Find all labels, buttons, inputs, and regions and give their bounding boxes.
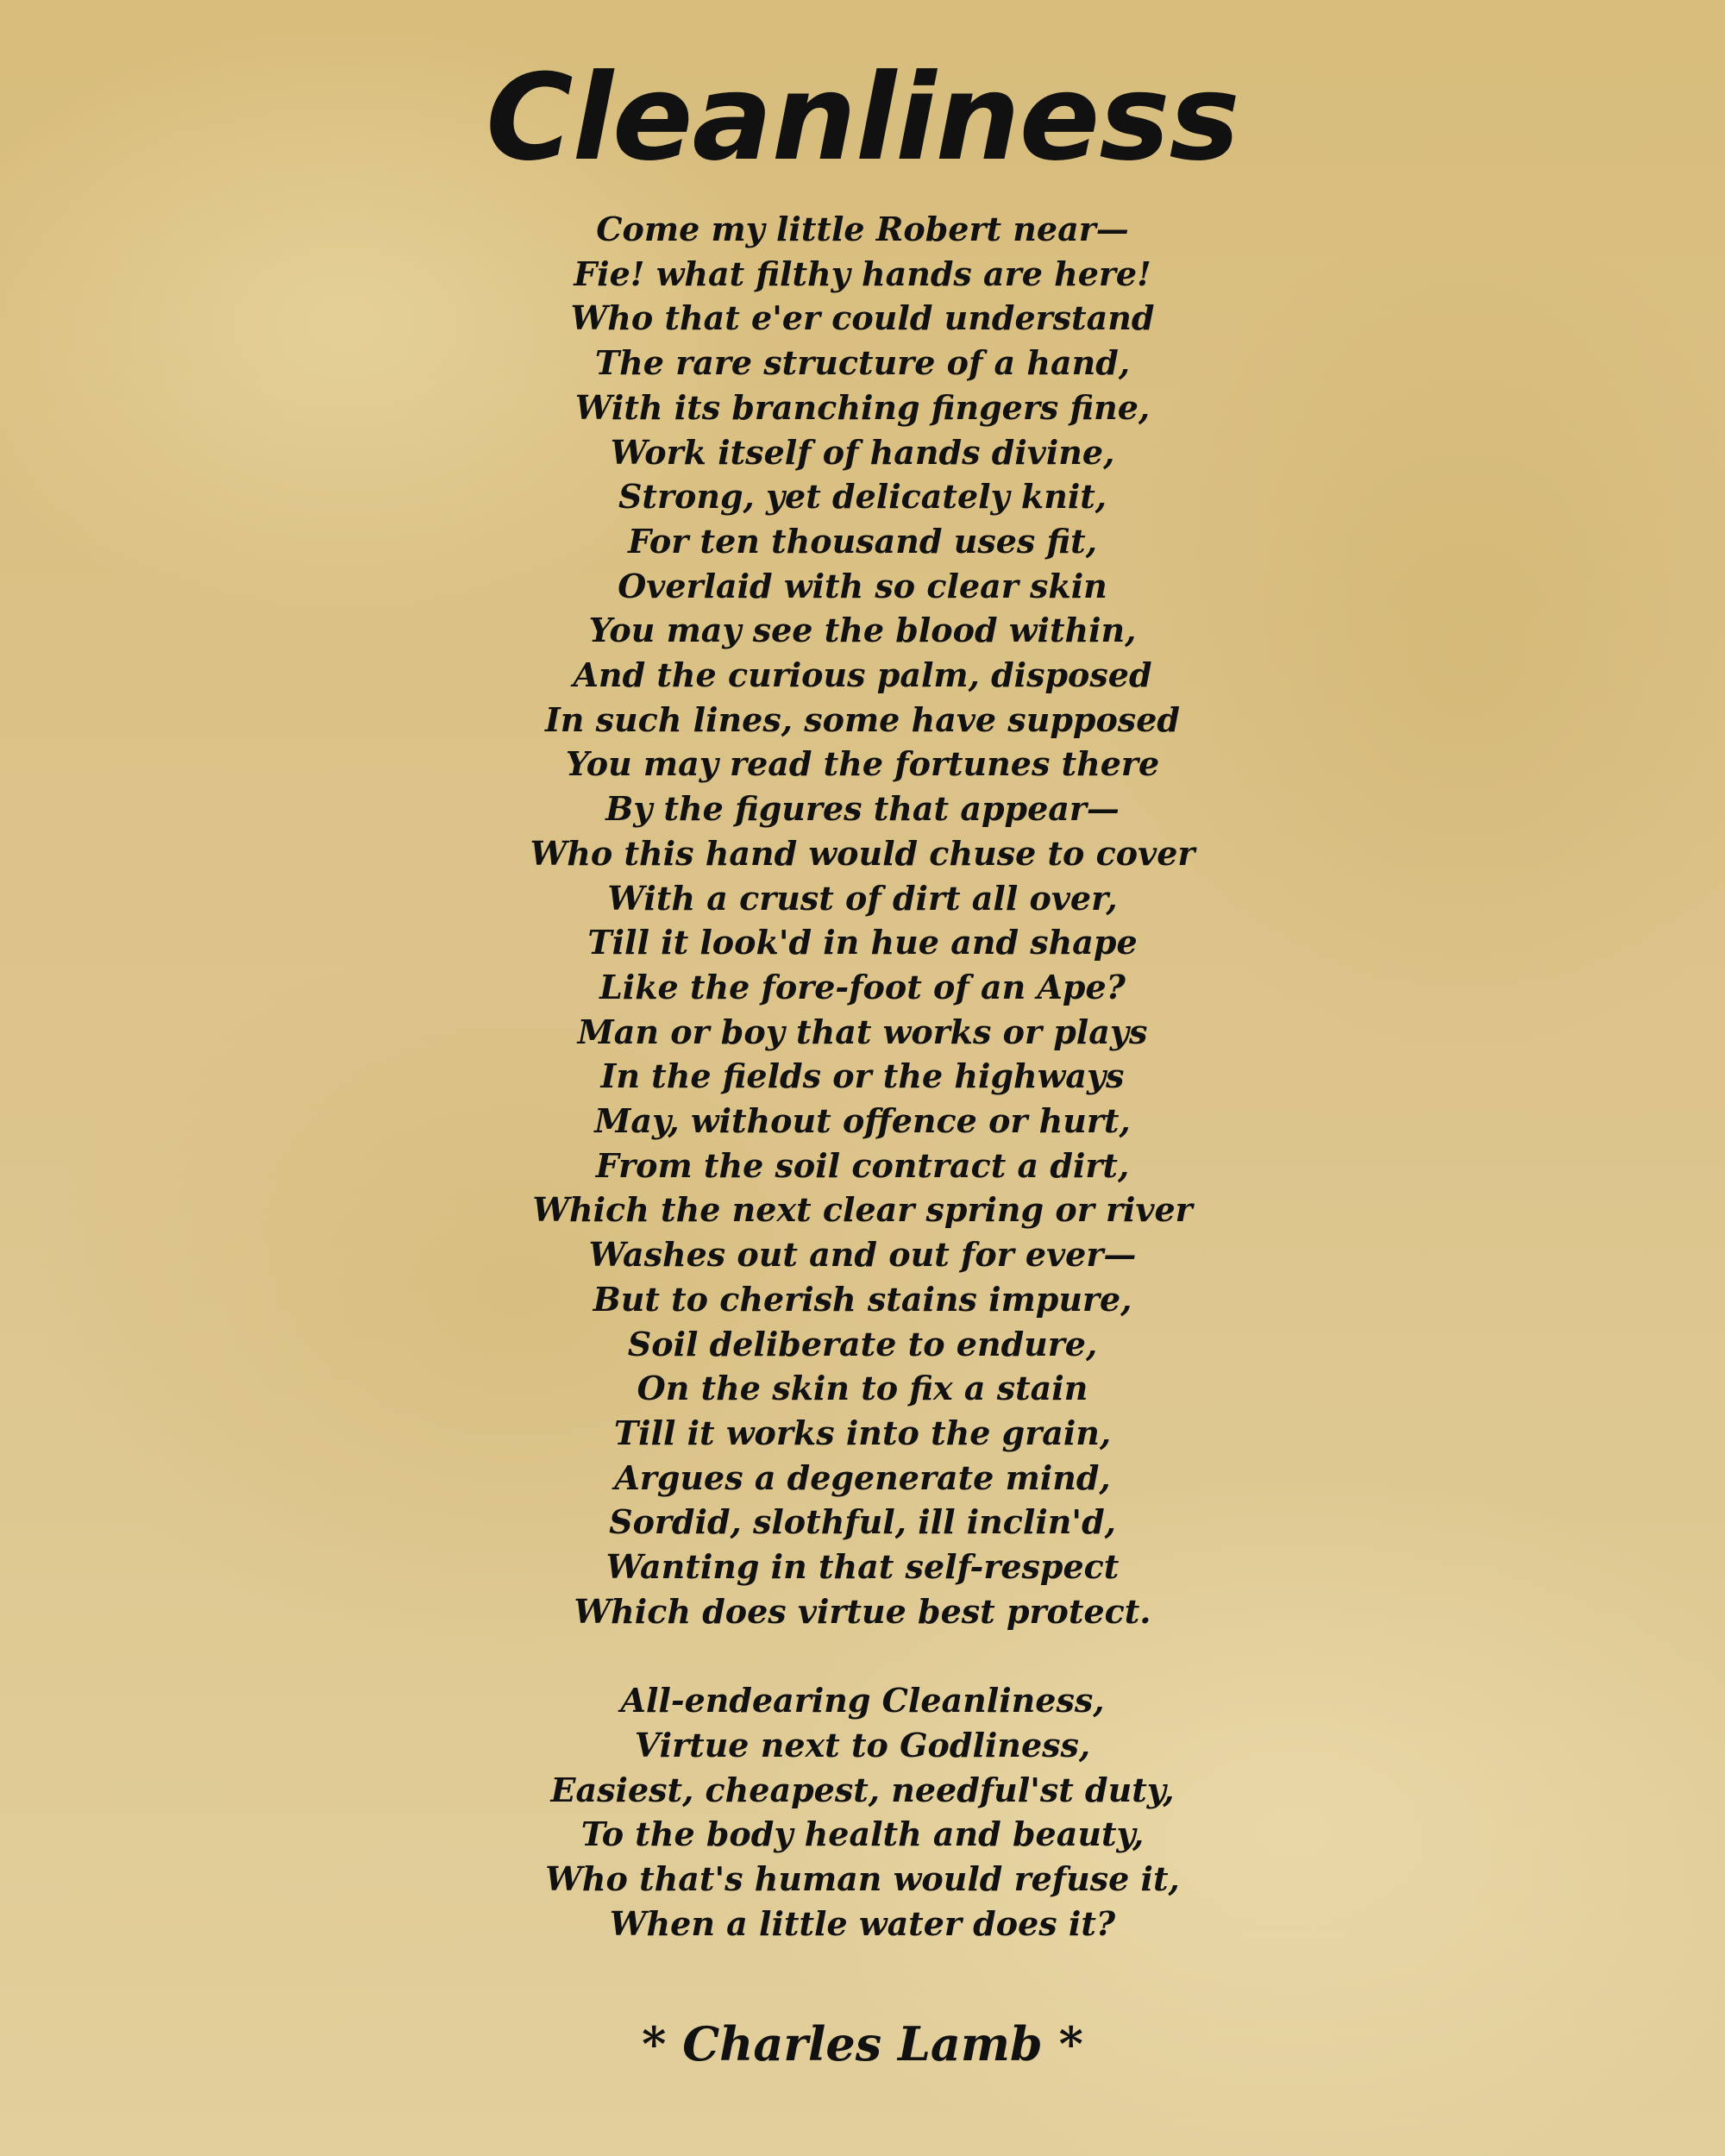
poem-line: In the fields or the highways	[600, 1056, 1125, 1096]
poem-line: Wanting in that self-respect	[605, 1547, 1120, 1587]
poem-line: Which the next clear spring or river	[532, 1190, 1193, 1230]
poem-line: Fie! what filthy hands are here!	[574, 254, 1151, 293]
poem-line: On the skin to fix a stain	[637, 1369, 1088, 1408]
poem-title: Cleanliness	[486, 48, 1239, 187]
stanza-2	[0, 1678, 1725, 1946]
poem-line: Like the fore-foot of an Ape?	[599, 967, 1126, 1006]
poem-line: By the figures that appear—	[605, 789, 1120, 829]
poem-line: Who that's human would refuse it,	[545, 1859, 1180, 1898]
poem-line: May, without offence or hurt,	[594, 1101, 1131, 1141]
poem-line: The rare structure of a hand,	[594, 343, 1131, 383]
poem-line: Work itself of hands divine,	[610, 432, 1115, 472]
poem-line: With a crust of dirt all over,	[607, 878, 1118, 918]
poem-line: Come my little Robert near—	[596, 210, 1129, 248]
poem-line: To the body health and beauty,	[580, 1814, 1145, 1854]
poem-line: Washes out and out for ever—	[588, 1235, 1137, 1275]
poem-line: Who this hand would chuse to cover	[530, 833, 1195, 873]
poem-line: Easiest, cheapest, needful'st duty,	[550, 1770, 1175, 1809]
poem-line: Strong, yet delicately knit,	[618, 477, 1107, 517]
poem-body	[0, 207, 1725, 1990]
poem-line: Till it look'd in hue and shape	[587, 923, 1138, 962]
poem-line: All-endearing Cleanliness,	[620, 1681, 1105, 1720]
poem-line: Sordid, slothful, ill inclin'd,	[609, 1502, 1116, 1542]
poem-line: You may read the fortunes there	[565, 744, 1160, 784]
poem-line: Man or boy that works or plays	[577, 1012, 1148, 1051]
poem-line: Virtue next to Godliness,	[634, 1725, 1091, 1764]
poem-line: But to cherish stains impure,	[593, 1279, 1132, 1319]
poem-line: In such lines, some have supposed	[545, 699, 1180, 739]
poem-line: Argues a degenerate mind,	[614, 1457, 1111, 1497]
poem-line: When a little water does it?	[609, 1903, 1116, 1943]
poem-line: For ten thousand uses fit,	[628, 521, 1097, 561]
poem-line: Which does virtue best protect.	[574, 1591, 1151, 1631]
poem-line: And the curious palm, disposed	[573, 655, 1152, 695]
poem-line: From the soil contract a dirt,	[595, 1145, 1130, 1185]
poem-line: Who that e'er could understand	[570, 298, 1155, 338]
poem-line: Till it works into the grain,	[613, 1413, 1112, 1452]
poem-line: Soil deliberate to endure,	[627, 1324, 1098, 1363]
poem-line: With its branching fingers fine,	[574, 387, 1151, 427]
stanza-1	[0, 207, 1725, 1634]
poem-line: Overlaid with so clear skin	[618, 566, 1107, 605]
author-attribution: * Charles Lamb *	[642, 2016, 1083, 2071]
poem-line: You may see the blood within,	[588, 611, 1137, 650]
